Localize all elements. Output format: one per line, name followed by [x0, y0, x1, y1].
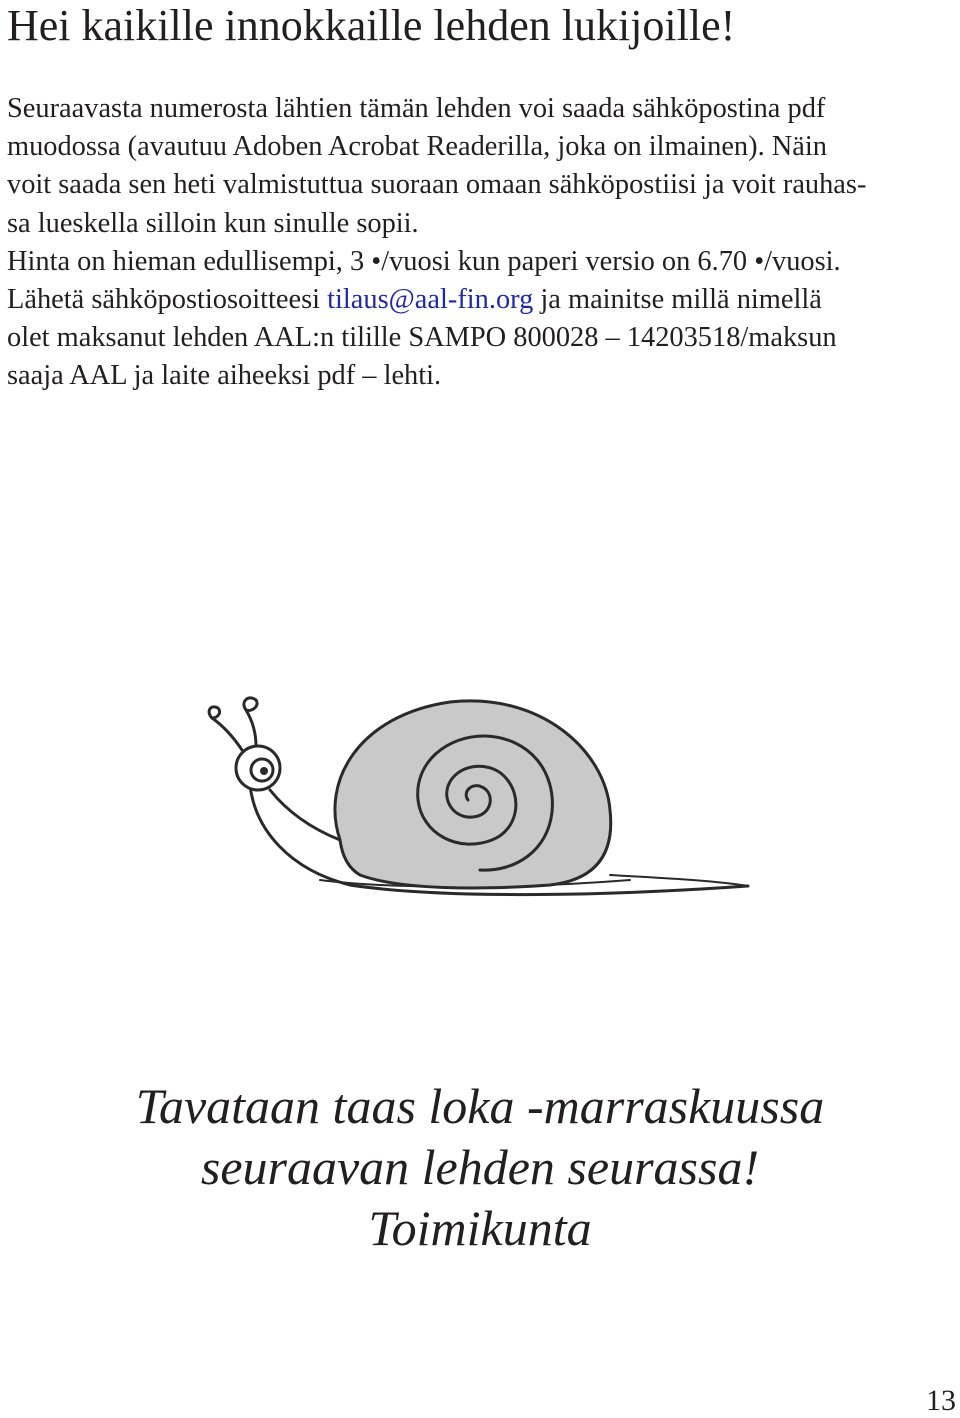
snail-antenna-left	[212, 718, 242, 750]
email-link[interactable]: tilaus@aal-fin.org	[327, 284, 534, 316]
body-line: Hinta on hieman edullisempi, 3 •/vuosi kun paperi versio on 6.70 •/vuosi.	[7, 245, 841, 277]
page-heading: Hei kaikille innokkaille lehden lukijoille!	[7, 1, 736, 50]
body-line: muodossa (avautuu Adoben Acrobat Readerilla, joka on ilmainen). Näin	[7, 131, 827, 163]
email-line-before: Lähetä sähköpostiosoitteesi	[7, 284, 328, 316]
email-line	[7, 281, 957, 319]
snail-illustration	[200, 690, 760, 905]
closing-line: seuraavan lehden seurassa!	[200, 1139, 760, 1195]
body-line: olet maksanut lehden AAL:n tilille SAMPO 800028 – 14203518/maksun	[7, 322, 837, 354]
snail-pupil	[260, 767, 268, 775]
snail-antenna-right	[246, 710, 256, 746]
closing-text	[0, 1076, 960, 1259]
snail-shell	[335, 701, 611, 888]
closing-line: Tavataan taas loka -marraskuussa	[135, 1078, 825, 1134]
body-line: saaja AAL ja laite aiheeksi pdf – lehti.	[7, 360, 442, 392]
page-number: 13	[926, 1384, 956, 1417]
closing-signature: Toimikunta	[368, 1200, 592, 1256]
body-text	[7, 90, 957, 396]
body-line: sa lueskella silloin kun sinulle sopii.	[7, 207, 419, 239]
antenna-tip-right	[244, 698, 257, 710]
email-line-after: ja mainitse millä nimellä	[533, 284, 822, 316]
snail-neck	[270, 790, 340, 840]
antenna-tip-left	[209, 707, 219, 718]
body-line: Seuraavasta numerosta lähtien tämän lehden voi saada sähköpostina pdf	[7, 93, 826, 124]
body-line: voit saada sen heti valmistuttua suoraan omaan sähköpostiisi ja voit rauhas-	[7, 169, 867, 201]
